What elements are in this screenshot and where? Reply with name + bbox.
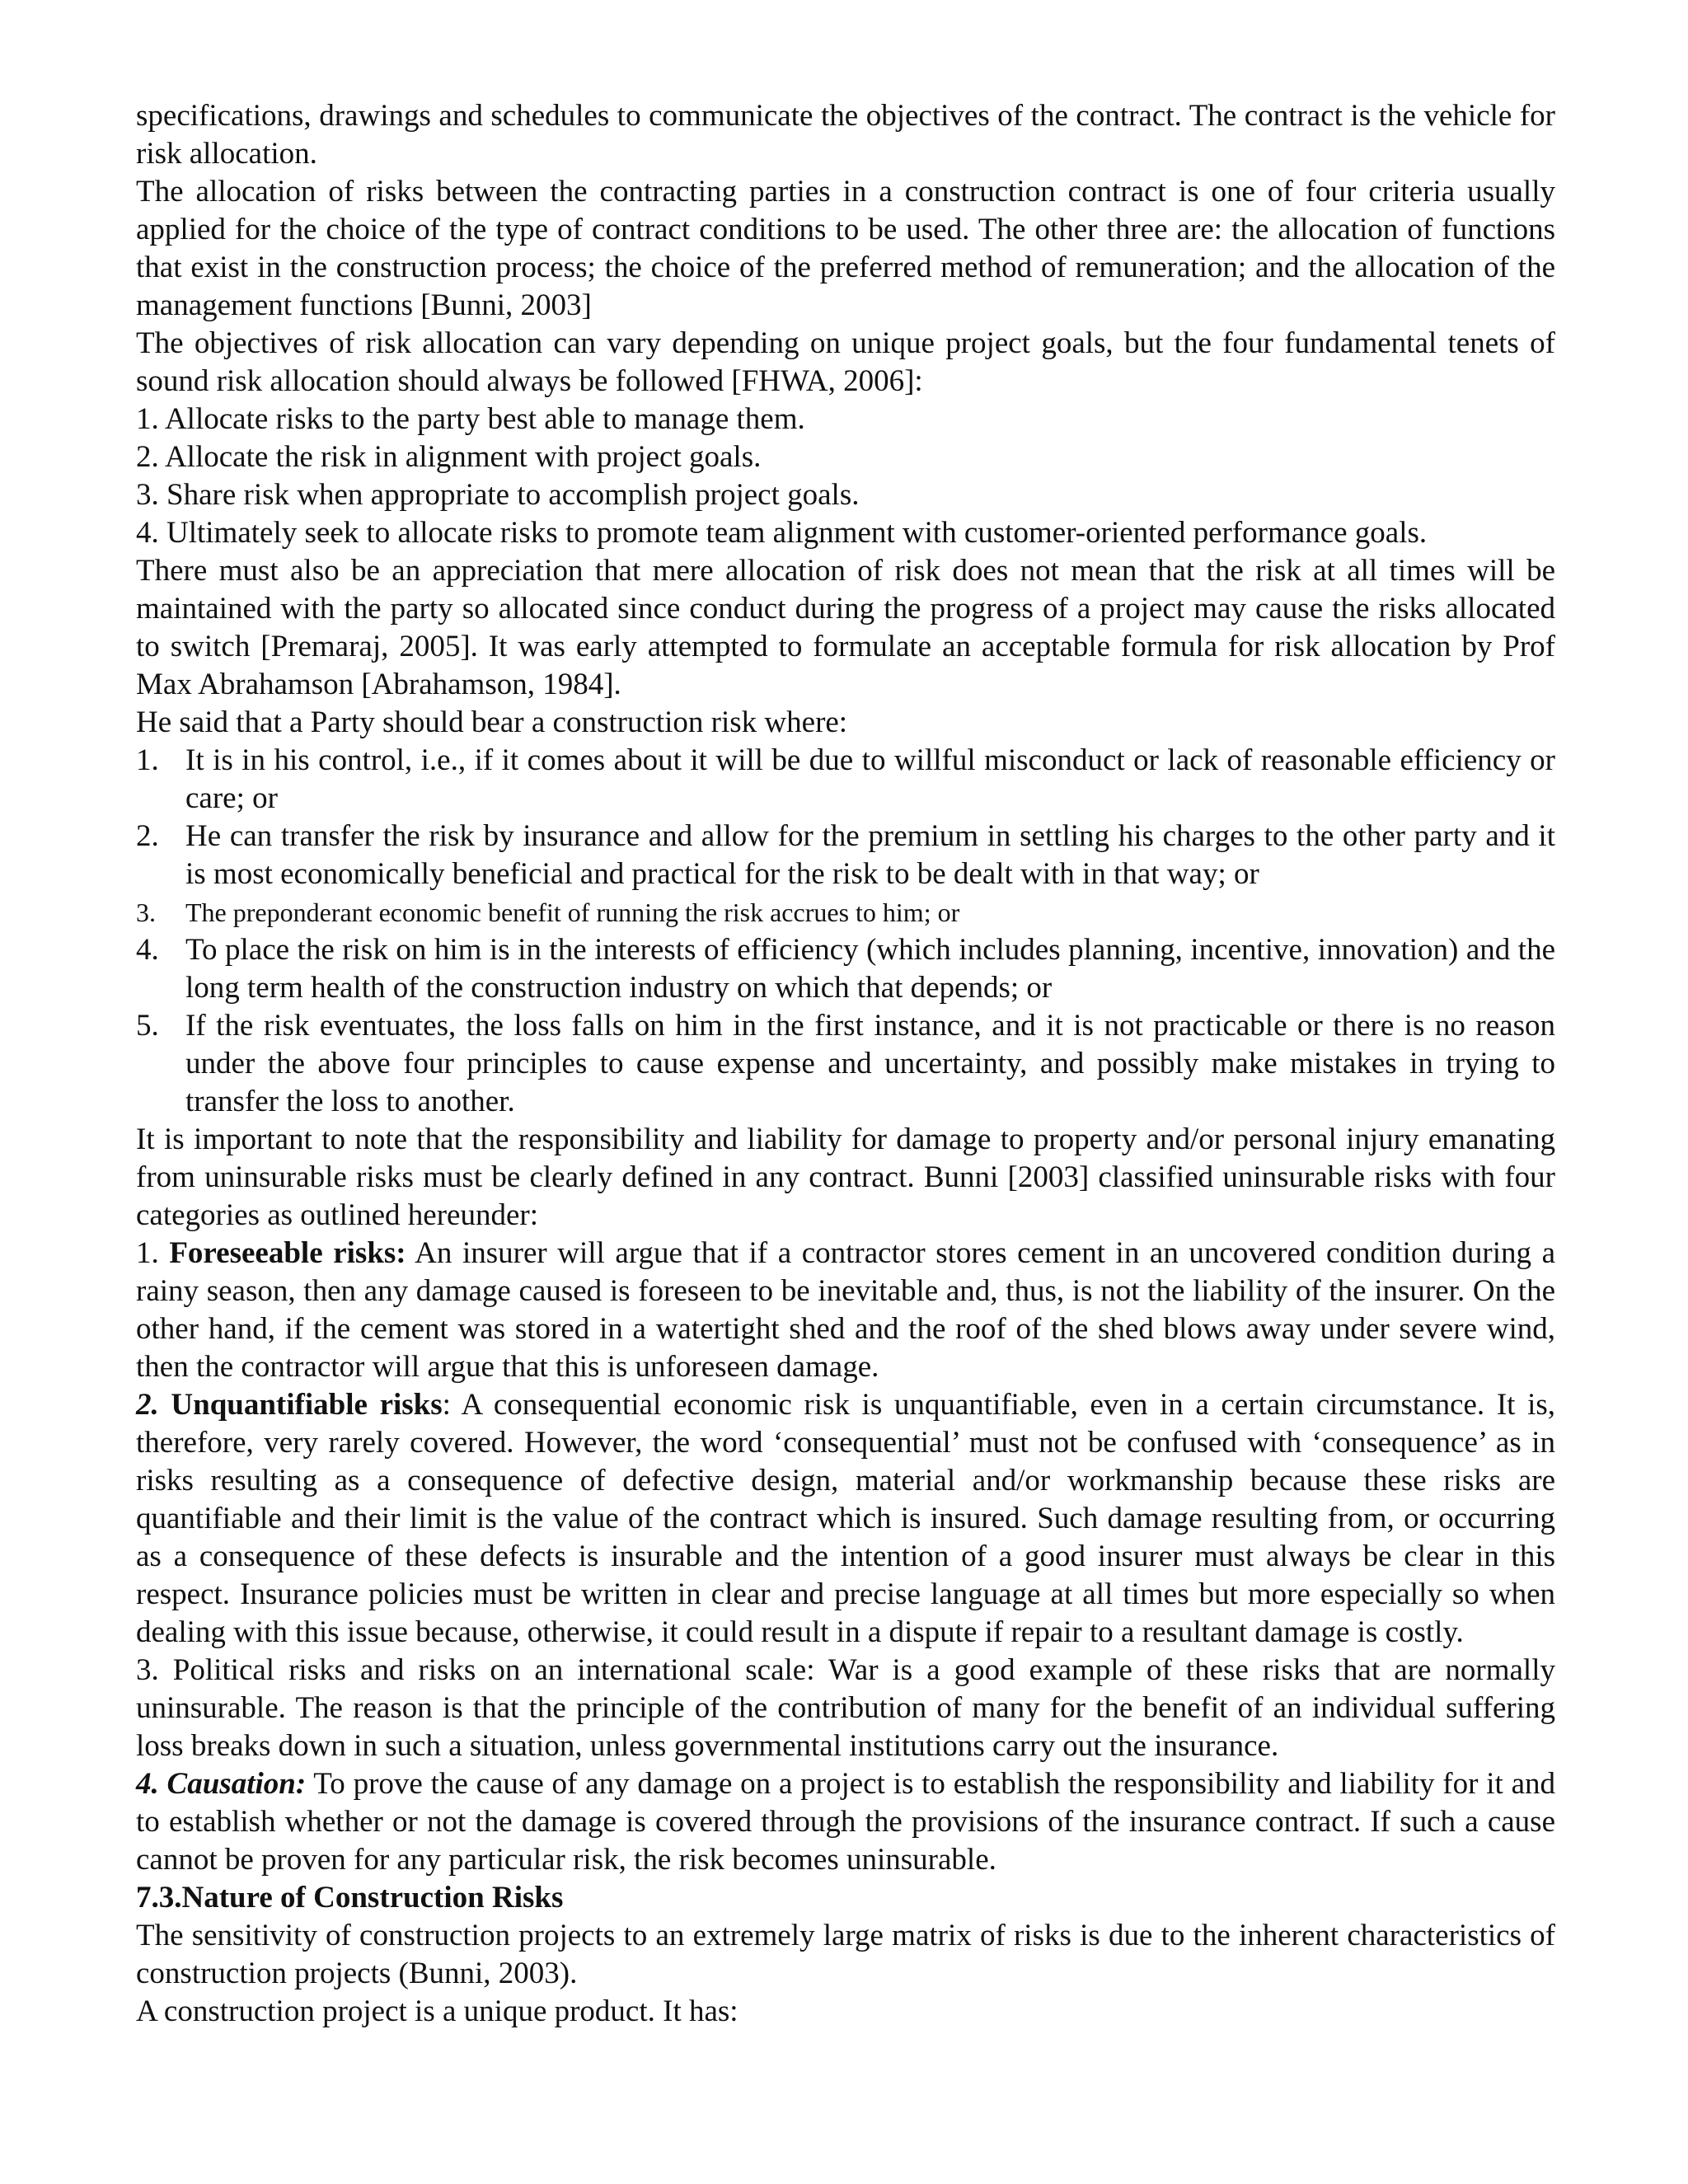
list-text: It is in his control, i.e., if it comes about it will be due to willful misconduct or lack of reasonable efficiency or care; or — [185, 743, 1555, 815]
abrahamson-list — [136, 742, 1555, 1121]
paragraph-contract-vehicle: specifications, drawings and schedules to communicate the objectives of the contract. The contract is the vehicle for risk allocation. — [136, 99, 1555, 171]
list-number: 4. — [136, 933, 159, 967]
category-text: To prove the cause of any damage on a project is to establish the responsibility and liability for it and to establish whether or not the damage is covered through the provisions of the insurance contract. If such a cause cannot be proven for any particular risk, the risk becomes uninsurable. — [136, 1767, 1555, 1877]
list-number: 2. — [136, 819, 159, 853]
paragraph-sensitivity: The sensitivity of construction projects to an extremely large matrix of risks is due to the inherent characteristics of construction projects (Bunni, 2003). — [136, 1919, 1555, 1990]
paragraph-risk-objectives: The objectives of risk allocation can vary depending on unique project goals, but the four fundamental tenets of sound risk allocation should always be followed [FHWA, 2006]: — [136, 326, 1555, 398]
category-causation — [136, 1765, 1555, 1879]
list-text: To place the risk on him is in the interests of efficiency (which includes planning, incentive, innovation) and the long term health of the construction industry on which that depends; or — [185, 933, 1555, 1005]
category-heading: Foreseeable risks: — [169, 1236, 406, 1270]
paragraph-unique-product: A construction project is a unique product. It has: — [136, 1994, 738, 2028]
list-number: 1. — [136, 743, 159, 777]
category-unquantifiable — [136, 1386, 1555, 1652]
list-text: If the risk eventuates, the loss falls on him in the first instance, and it is not practicable or there is no reason under the above four principles to cause expense and uncertainty, and possibly make mistakes in trying to transfer the loss to another. — [185, 1009, 1555, 1118]
list-item — [136, 893, 1555, 931]
category-number: 2. — [136, 1388, 159, 1422]
paragraph-allocation-criteria: The allocation of risks between the contracting parties in a construction contract is one of four criteria usually applied for the choice of the type of contract conditions to be used. The other three are: the allocation of functions that exist in the construction process; the choice of the preferred method of remuneration; and the allocation of the management functions [Bunni, 2003] — [136, 175, 1555, 322]
category-heading: 4. Causation: — [136, 1767, 307, 1801]
paragraph-uninsurable-intro: It is important to note that the responsibility and liability for damage to property and/or personal injury emanating from uninsurable risks must be clearly defined in any contract. Bunni [2003] classified uninsurable risks with four categories as outlined hereunder: — [136, 1122, 1555, 1232]
list-item: 3. Share risk when appropriate to accomplish project goals. — [136, 478, 860, 512]
paragraph-abrahamson-intro: He said that a Party should bear a construction risk where: — [136, 705, 848, 739]
list-item — [136, 818, 1555, 893]
list-item: 1. Allocate risks to the party best able to manage them. — [136, 402, 805, 436]
list-item — [136, 931, 1555, 1007]
category-heading: Unquantifiable risks — [171, 1388, 443, 1422]
list-item — [136, 742, 1555, 818]
category-political: 3. Political risks and risks on an international scale: War is a good example of these risks that are normally uninsurable. The reason is that the principle of the contribution of many for the benefit of an individual suffering loss breaks down in such a situation, unless governmental institutions carry out the insurance. — [136, 1653, 1555, 1763]
list-number: 3. — [136, 898, 156, 927]
category-number: 1. — [136, 1236, 159, 1270]
list-text: He can transfer the risk by insurance and allow for the premium in settling his charges to the other party and it is most economically beneficial and practical for the risk to be dealt with in that way; or — [185, 819, 1555, 891]
tenets-list — [136, 401, 1555, 552]
list-item: 4. Ultimately seek to allocate risks to promote team alignment with customer-oriented performance goals. — [136, 516, 1428, 550]
list-text: The preponderant economic benefit of running the risk accrues to him; or — [185, 898, 960, 927]
list-number: 5. — [136, 1009, 159, 1043]
category-text: : A consequential economic risk is unquantifiable, even in a certain circumstance. It is, therefore, very rarely covered. However, the word ‘consequential’ must not be confused with ‘consequence’ as in risks resulting as a consequence of defective design, material and/or workmanship because these risks are quantifiable and their limit is the value of the contract which is insured. Such damage resulting from, or occurring as a consequence of these defects is insurable and the intention of a good insurer must always be clear in this respect. Insurance policies must be written in clear and precise language at all times but more especially so when dealing with this issue because, otherwise, it could result in a dispute if repair to a resultant damage is costly. — [136, 1388, 1556, 1649]
section-heading: 7.3.Nature of Construction Risks — [136, 1881, 564, 1915]
category-foreseeable — [136, 1235, 1555, 1386]
list-item — [136, 1007, 1555, 1121]
document-page — [136, 97, 1555, 2031]
list-item: 2. Allocate the risk in alignment with project goals. — [136, 440, 762, 474]
paragraph-appreciation: There must also be an appreciation that mere allocation of risk does not mean that the risk at all times will be maintained with the party so allocated since conduct during the progress of a project may cause the risks allocated to switch [Premaraj, 2005]. It was early attempted to formulate an acceptable formula for risk allocation by Prof Max Abrahamson [Abrahamson, 1984]. — [136, 554, 1555, 701]
category-text: An insurer will argue that if a contractor stores cement in an uncovered condition during a rainy season, then any damage caused is foreseen to be inevitable and, thus, is not the liability of the insurer. On the other hand, if the cement was stored in a watertight shed and the roof of the shed blows away under severe wind, then the contractor will argue that this is unforeseen damage. — [136, 1236, 1555, 1384]
